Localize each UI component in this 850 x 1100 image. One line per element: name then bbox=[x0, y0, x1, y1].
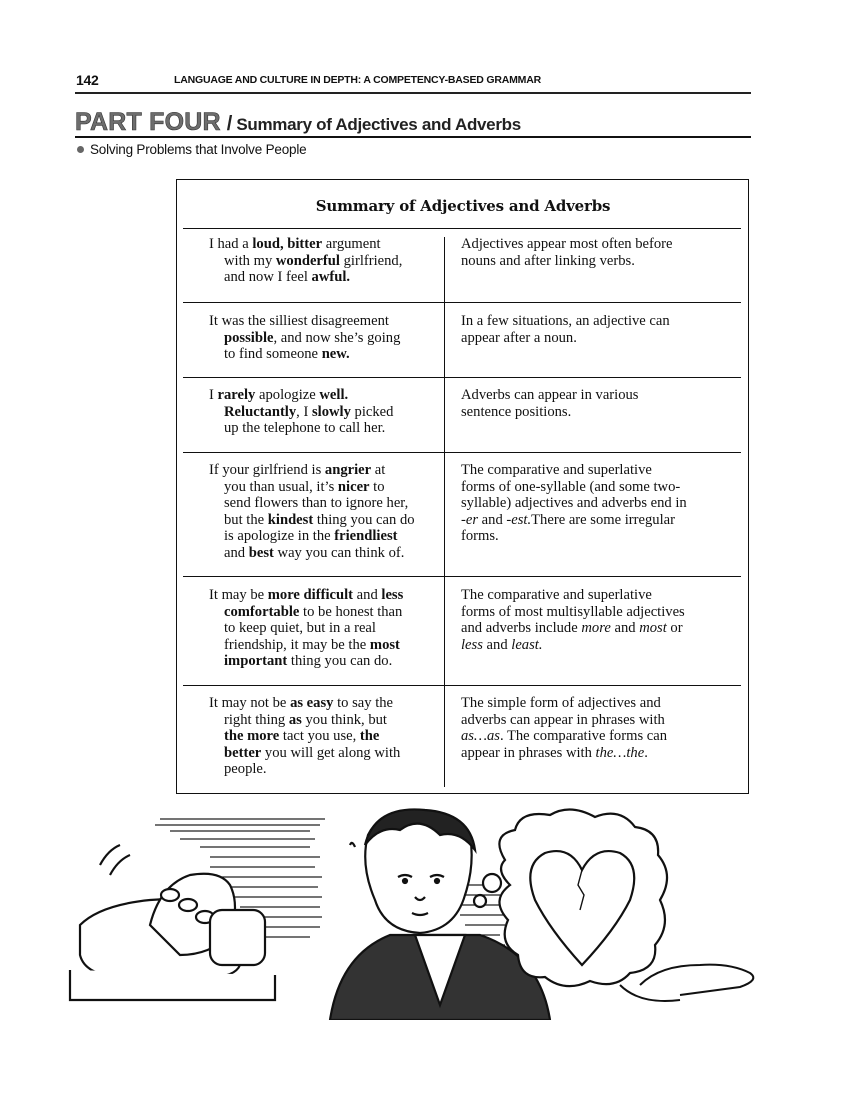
text-segment: There are some irregular bbox=[531, 511, 675, 528]
example-line bbox=[209, 745, 400, 762]
text-segment: . The comparative forms can bbox=[499, 728, 668, 745]
emphasized-word: loud, bitter bbox=[252, 236, 323, 252]
rule-cell bbox=[461, 462, 687, 545]
example-line bbox=[209, 313, 400, 330]
example-line bbox=[209, 479, 415, 496]
text-segment: It may be bbox=[209, 587, 268, 603]
emphasized-word: rarely bbox=[217, 387, 256, 403]
example-line bbox=[209, 604, 403, 621]
rule-line bbox=[461, 528, 687, 545]
text-segment: to keep quiet, but in a real bbox=[224, 620, 376, 637]
running-header-title: LANGUAGE AND CULTURE IN DEPTH: A COMPETENCY-BASED GRAMMAR bbox=[174, 74, 541, 86]
example-cell bbox=[209, 236, 402, 286]
rule-line bbox=[461, 695, 667, 712]
text-segment: and now I feel bbox=[224, 269, 312, 286]
text-segment: syllable) adjectives and adverbs end in bbox=[461, 495, 687, 512]
example-cell bbox=[209, 587, 403, 670]
text-segment: and bbox=[353, 587, 382, 603]
text-segment: girlfriend, bbox=[339, 252, 403, 269]
text-segment: picked bbox=[350, 403, 394, 420]
bullet-icon bbox=[77, 146, 84, 153]
rule-line bbox=[461, 387, 639, 404]
text-segment: I had a bbox=[209, 236, 253, 252]
example-line bbox=[209, 695, 400, 712]
text-segment: right thing bbox=[224, 711, 289, 728]
text-segment: but the bbox=[224, 511, 268, 528]
emphasized-word: more difficult bbox=[267, 587, 354, 603]
example-line bbox=[209, 236, 402, 253]
text-segment: to say the bbox=[333, 695, 394, 711]
example-line bbox=[209, 462, 415, 479]
text-segment: and adverbs include bbox=[461, 620, 582, 637]
rule-cell bbox=[461, 587, 685, 653]
text-segment: Adjectives appear most often before bbox=[461, 236, 673, 252]
text-segment: appear in phrases with bbox=[461, 744, 596, 761]
example-line bbox=[209, 387, 393, 404]
emphasized-word: most bbox=[369, 636, 400, 653]
section-title bbox=[75, 108, 521, 137]
rule-line bbox=[461, 620, 685, 637]
example-line bbox=[209, 495, 415, 512]
example-line bbox=[209, 587, 403, 604]
rule-line bbox=[461, 637, 685, 654]
text-segment: way you can think of. bbox=[273, 544, 405, 561]
emphasized-word: the bbox=[359, 728, 380, 745]
emphasized-word: the more bbox=[224, 728, 280, 745]
table-header-rule bbox=[183, 228, 741, 229]
text-segment: tact you use, bbox=[279, 728, 360, 745]
illustration bbox=[60, 805, 820, 1020]
emphasized-word: wonderful bbox=[275, 252, 340, 269]
text-segment: forms. bbox=[461, 528, 499, 545]
example-cell bbox=[209, 462, 415, 562]
text-segment: you think, but bbox=[301, 711, 387, 728]
italic-term: as…as bbox=[461, 728, 500, 745]
rule-cell bbox=[461, 236, 673, 269]
example-line bbox=[209, 420, 393, 437]
example-line bbox=[209, 253, 402, 270]
text-segment: is apologize in the bbox=[224, 528, 335, 545]
rule-line bbox=[461, 745, 667, 762]
text-segment: thing you can do bbox=[313, 511, 415, 528]
example-line bbox=[209, 404, 393, 421]
emphasized-word: nicer bbox=[337, 478, 370, 495]
text-segment: The simple form of adjectives and bbox=[461, 695, 661, 711]
text-segment: at bbox=[371, 462, 386, 478]
table-title: Summary of Adjectives and Adverbs bbox=[315, 197, 611, 215]
text-segment: argument bbox=[322, 236, 381, 252]
example-cell bbox=[209, 387, 393, 437]
rule-cell bbox=[461, 695, 667, 761]
text-segment: It may not be bbox=[209, 695, 291, 711]
emphasized-word: possible bbox=[224, 329, 274, 346]
text-segment: to find someone bbox=[224, 346, 322, 363]
text-segment: send flowers than to ignore her, bbox=[224, 495, 409, 512]
emphasized-word: new. bbox=[321, 346, 350, 363]
rule-line bbox=[461, 236, 673, 253]
topic-bullet bbox=[77, 142, 306, 157]
text-segment: and bbox=[224, 544, 249, 561]
text-segment: you than usual, it’s bbox=[224, 478, 338, 495]
text-segment: thing you can do. bbox=[287, 653, 393, 670]
section-subtitle: Summary of Adjectives and Adverbs bbox=[236, 115, 521, 134]
rule-line bbox=[461, 587, 685, 604]
rule-line bbox=[461, 313, 670, 330]
emphasized-word: better bbox=[224, 744, 262, 761]
text-segment: to be honest than bbox=[299, 603, 403, 620]
text-segment: forms of most multisyllable adjectives bbox=[461, 603, 685, 620]
text-segment: and bbox=[482, 636, 512, 653]
text-segment: nouns and after linking verbs. bbox=[461, 252, 635, 269]
text-segment: Adverbs can appear in various bbox=[461, 387, 639, 403]
text-segment: forms of one-syllable (and some two- bbox=[461, 478, 681, 495]
title-separator: / bbox=[226, 113, 233, 135]
rule-line bbox=[461, 253, 673, 270]
text-segment: adverbs can appear in phrases with bbox=[461, 711, 665, 728]
emphasized-word: Reluctantly bbox=[224, 403, 297, 420]
title-rule bbox=[75, 136, 751, 138]
example-line bbox=[209, 528, 415, 545]
text-segment: The comparative and superlative bbox=[461, 587, 652, 603]
example-line bbox=[209, 512, 415, 529]
text-segment: , I bbox=[296, 403, 312, 420]
text-segment: I bbox=[209, 387, 218, 403]
text-segment: The comparative and superlative bbox=[461, 462, 652, 478]
text-segment: In a few situations, an adjective can bbox=[461, 313, 670, 329]
page-number: 142 bbox=[76, 72, 99, 88]
text-segment: It was the silliest disagreement bbox=[209, 313, 389, 329]
emphasized-word: angrier bbox=[324, 462, 372, 478]
example-line bbox=[209, 620, 403, 637]
text-segment: with my bbox=[224, 252, 276, 269]
emphasized-word: as bbox=[288, 711, 302, 728]
text-segment: . bbox=[644, 744, 648, 761]
text-segment: and bbox=[610, 620, 640, 637]
text-segment: , and now she’s going bbox=[273, 329, 401, 346]
italic-term: the…the bbox=[595, 744, 645, 761]
italic-term: least. bbox=[511, 636, 543, 653]
rule-line bbox=[461, 479, 687, 496]
header-rule bbox=[75, 92, 751, 94]
emphasized-word: awful. bbox=[311, 269, 351, 286]
emphasized-word: as easy bbox=[290, 695, 334, 711]
topic-text: Solving Problems that Involve People bbox=[90, 142, 307, 157]
rule-line bbox=[461, 330, 670, 347]
row-separator bbox=[183, 302, 741, 303]
text-segment: appear after a noun. bbox=[461, 329, 577, 346]
text-segment: If your girlfriend is bbox=[209, 462, 325, 478]
example-line bbox=[209, 330, 400, 347]
row-separator bbox=[183, 576, 741, 577]
example-line bbox=[209, 346, 400, 363]
row-separator bbox=[183, 377, 741, 378]
example-line bbox=[209, 545, 415, 562]
text-segment: or bbox=[666, 620, 683, 637]
emphasized-word: friendliest bbox=[334, 528, 398, 545]
italic-term: most bbox=[639, 620, 667, 637]
emphasized-word: kindest bbox=[267, 511, 314, 528]
telephone-hand-icon bbox=[70, 845, 275, 1000]
emphasized-word: slowly bbox=[311, 403, 351, 420]
text-segment: friendship, it may be the bbox=[224, 636, 370, 653]
text-segment: to bbox=[369, 478, 385, 495]
text-segment: you will get along with bbox=[261, 744, 401, 761]
rule-line bbox=[461, 604, 685, 621]
italic-term: -er bbox=[461, 511, 479, 528]
emphasized-word: best bbox=[248, 544, 274, 561]
rule-line bbox=[461, 404, 639, 421]
part-label: PART FOUR bbox=[75, 108, 221, 136]
row-separator bbox=[183, 452, 741, 453]
rule-line bbox=[461, 462, 687, 479]
italic-term: -est. bbox=[506, 511, 532, 528]
example-line bbox=[209, 728, 400, 745]
emphasized-word: important bbox=[224, 653, 288, 670]
text-segment: up the telephone to call her. bbox=[224, 420, 386, 437]
example-line bbox=[209, 637, 403, 654]
text-segment: and bbox=[478, 511, 507, 528]
example-line bbox=[209, 712, 400, 729]
emphasized-word: less bbox=[381, 587, 404, 603]
emphasized-word: comfortable bbox=[224, 603, 300, 620]
rule-line bbox=[461, 728, 667, 745]
italic-term: more bbox=[581, 620, 611, 637]
rule-line bbox=[461, 512, 687, 529]
text-segment: apologize bbox=[255, 387, 320, 403]
italic-term: less bbox=[461, 636, 483, 653]
example-cell bbox=[209, 313, 400, 363]
rule-line bbox=[461, 712, 667, 729]
text-segment: people. bbox=[224, 761, 267, 778]
row-separator bbox=[183, 685, 741, 686]
rule-cell bbox=[461, 387, 639, 420]
example-line bbox=[209, 653, 403, 670]
example-cell bbox=[209, 695, 400, 778]
emphasized-word: well. bbox=[319, 387, 349, 403]
example-line bbox=[209, 761, 400, 778]
rule-line bbox=[461, 495, 687, 512]
text-segment: sentence positions. bbox=[461, 403, 572, 420]
column-divider bbox=[444, 237, 445, 787]
rule-cell bbox=[461, 313, 670, 346]
example-line bbox=[209, 269, 402, 286]
